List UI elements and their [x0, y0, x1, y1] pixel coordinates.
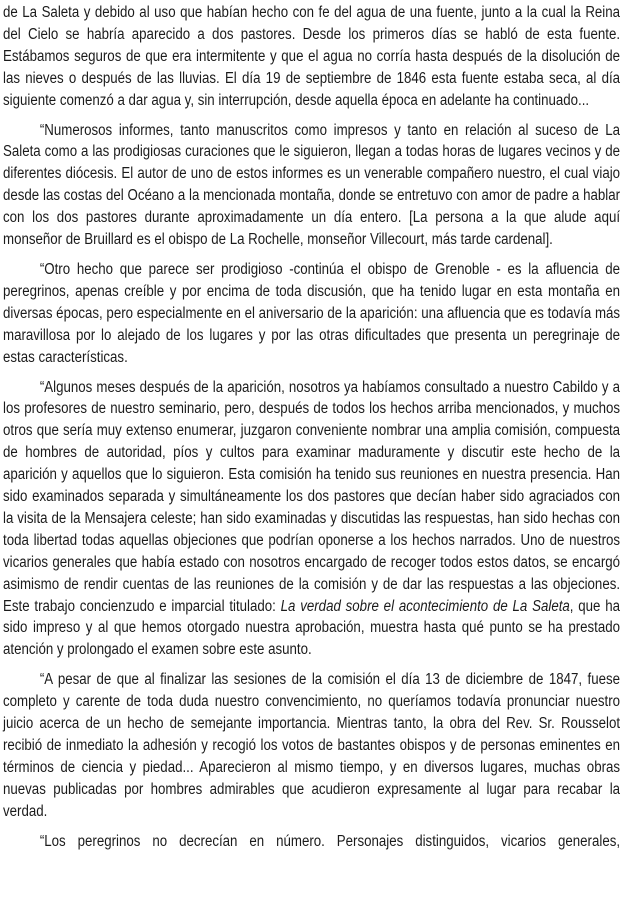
paragraph-4-text-after-title: , que ha sido impreso y al que hemos otorgado nuestra aprobación, muestra hasta qué punto se ha prestado atención y prolongado el examen sobre este asunto.	[3, 597, 621, 659]
paragraph-1: de La Saleta y debido al uso que habían hecho con fe del agua de una fuente, junto a la cual la Reina del Cielo se habría aparecido a dos pastores. Desde los primeros días se habló de esta fuente. Estábamos seguros de que era intermitente y que el agua no corría hasta después de la disolución de las nieves o después de las lluvias. El día 19 de septiembre de 1846 esta fuente estaba seca, al día siguiente comenzó a dar agua y, sin interrupción, desde aquella época en adelante ha continuado...	[3, 4, 621, 109]
paragraph-2: “Numerosos informes, tanto manuscritos como impresos y tanto en relación al suceso de La Saleta como a las prodigiosas curaciones que le siguieron, llegan a todas horas de lugares vecinos y de diferentes diócesis. El autor de uno de estos informes es un venerable compañero nuestro, el cual viajo desde las costas del Océano a la mencionada montaña, donde se entretuvo con amor de padre a hablar con los dos pastores durante aproximadamente un día entero. [La persona a la que alude aquí monseñor de Bruillard es el obispo de La Rochelle, monseñor Villecourt, más tarde cardenal].	[3, 121, 621, 249]
paragraph-3: “Otro hecho que parece ser prodigioso -continúa el obispo de Grenoble - es la afluencia de peregrinos, apenas creíble y por encima de toda discusión, que ha tenido lugar en esta montaña en diversas épocas, pero especialmente en el aniversario de la aparición: una afluencia que es todavía más maravillosa por lo alejado de los lugares y por las otras dificultades que presenta un peregrinaje de estas características.	[3, 260, 621, 366]
paragraph-5: “A pesar de que al finalizar las sesiones de la comisión el día 13 de diciembre de 1847, fuese completo y carente de toda duda nuestro convencimiento, no queríamos todavía pronunciar nuestro juicio acerca de un hecho de semejante importancia. Mientras tanto, la obra del Rev. Sr. Rousselot recibió de inmediato la adhesión y recogió los votos de bastantes obispos y de personas eminentes en términos de ciencia y piedad... Aparecieron al mismo tiempo, y en diversos lugares, muchas obras nuevas publicadas por hombres admirables que acudieron expresamente al lugar para recabar la verdad.	[3, 671, 621, 820]
paragraph-4-text-before-title: “Algunos meses después de la aparición, nosotros ya habíamos consultado a nuestro Cabildo y a los profesores de nuestro seminario, pero, después de todos los hechos arriba mencionados, y muchos otros que sería muy extenso enumerar, juzgaron conveniente nombrar una amplia comisión, compuesta de hombres de autoridad, píos y cultos para examinar maduramente y discutir este hecho de la aparición y aquellos que lo siguieron. Esta comisión ha tenido sus reuniones en nuestra presencia. Han sido examinados separada y simultáneamente los dos pastores que decían haber sido agraciados con la visita de la Mensajera celeste; han sido examinadas y discutidas las respuestas, han sido hechas con toda libertad todas aquellas objeciones que podrían oponerse a los hechos narrados. Uno de nuestros vicarios generales que había estado con nosotros encargado de recoger todos estos datos, se encargó asimismo de rendir cuentas de las reuniones de la comisión y de dar las respuestas a las objeciones. Este trabajo concienzudo e imparcial titulado:	[3, 378, 621, 615]
paragraph-4	[3, 377, 620, 662]
book-title-italic: La verdad sobre el acontecimiento de La Saleta	[280, 597, 570, 615]
paragraph-6: “Los peregrinos no decrecían en número. Personajes distinguidos, vicarios generales,	[39, 832, 621, 850]
text-block	[3, 2, 620, 861]
